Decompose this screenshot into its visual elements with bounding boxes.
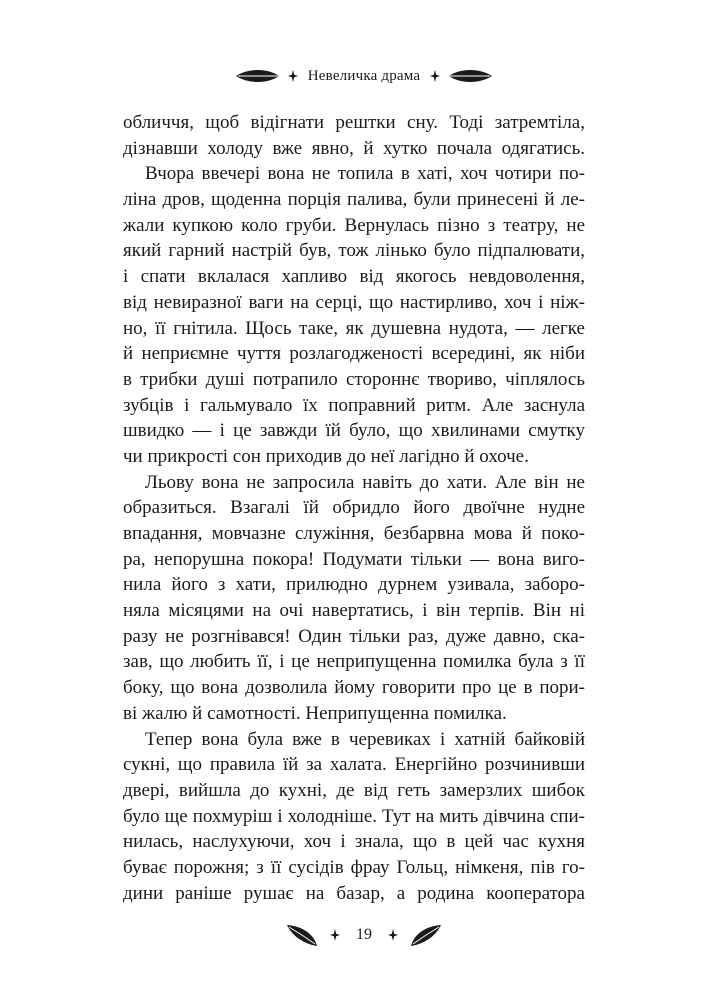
text-line: Вчора ввечері вона не топила в хаті, хоч чотири по-	[145, 163, 585, 185]
curved-leaf-icon	[408, 922, 444, 948]
text-line: сукні, що правила їй за халата. Енергійно розчинивши	[123, 754, 585, 776]
text-line: ра, непорушна покора! Подумати тільки — вона виго-	[123, 548, 585, 570]
text-line: двері, вийшла до кухні, де від геть замерзлих шибок	[123, 779, 585, 801]
feather-leaf-icon	[234, 67, 280, 85]
text-line: буває порожня; з її сусідів фрау Гольц, німкеня, пів го-	[123, 856, 585, 878]
text-line: Тепер вона була вже в черевиках і хатній байковій	[145, 728, 585, 750]
text-line: зубців і гальмувало їх поправний ритм. Але заснула	[123, 394, 585, 416]
text-line: няла місяцями на очі навертатись, і він терпів. Він ні	[123, 600, 585, 622]
text-line: дини раніше рушає на базар, а родина кооператора	[123, 882, 585, 904]
text-line: який гарний настрій був, тож лінько було підпалювати,	[123, 240, 585, 262]
text-line: від невиразної ваги на серці, що настирливо, хоч і ніж-	[123, 291, 585, 313]
text-line: нила його з хати, прилюдно дурнем узивала, заборо-	[123, 574, 585, 596]
feather-leaf-icon	[448, 67, 494, 85]
four-point-star-icon	[388, 929, 398, 941]
text-line: Льову вона не запросила навіть до хати. Але він не	[145, 471, 585, 493]
text-line: дізнавши холоду вже явно, й хутко почала одягатись.	[123, 137, 585, 159]
page-footer	[0, 922, 728, 948]
running-title: Невеличка драма	[307, 67, 421, 84]
four-point-star-icon	[430, 70, 440, 82]
text-line: ві жалю й самотності. Неприпущенна помилка.	[123, 702, 507, 724]
text-line: образиться. Взагалі їй обридло його двоїчне нудне	[123, 497, 585, 519]
text-line: в трибки душі потрапило стороннє твориво, чіплялось	[123, 368, 585, 390]
page-number: 19	[356, 926, 372, 943]
text-line: зав, що любить її, і це неприпущенна помилка була з її	[123, 651, 585, 673]
text-line: було ще похмуріш і холодніше. Тут на мить дівчина спи-	[123, 805, 585, 827]
text-line: впадання, мовчазне служіння, безбарвна мова й поко-	[123, 523, 585, 544]
curved-leaf-icon	[284, 922, 320, 948]
text-line: чи прикрості сон приходив до неї лагідно й охоче.	[123, 445, 529, 467]
text-line: й неприємне чуття розлагодженості всередині, як ніби	[123, 343, 585, 365]
text-line: разу не розгнівався! Один тільки раз, дуже давно, ска-	[123, 625, 585, 647]
text-line: жали купкою коло груби. Вернулась пізно з театру, не	[123, 214, 585, 236]
running-header	[0, 64, 728, 88]
text-line: і спати вклалася хапливо від якогось невдоволення,	[123, 266, 585, 288]
text-line: обличчя, щоб відігнати рештки сну. Тоді затремтіла,	[123, 112, 585, 133]
four-point-star-icon	[330, 929, 340, 941]
four-point-star-icon	[288, 70, 298, 82]
body-text	[123, 110, 585, 906]
text-line: нилась, наслухуючи, хоч і знала, що в цей час кухня	[123, 831, 585, 853]
text-line: но, її гнітила. Щось таке, як душевна нудота, — легке	[123, 317, 585, 339]
text-line: боку, що вона дозволила йому говорити про це в пори-	[123, 677, 585, 699]
text-line: швидко — і це завжди їй було, що хвилинами смутку	[123, 420, 585, 442]
text-line: ліна дров, щоденна порція палива, були принесені й ле-	[123, 189, 585, 211]
